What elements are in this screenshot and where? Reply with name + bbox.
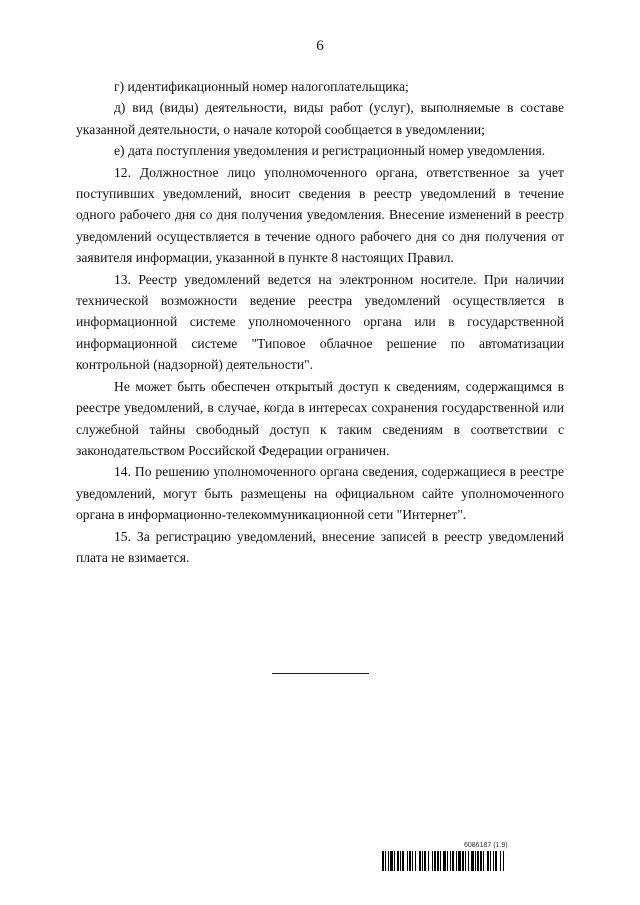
- paragraph-15: 15. За регистрацию уведомлений, внесение записей в реестр уведомлений плата не взимается.: [76, 528, 564, 565]
- paragraph-12: 12. Должностное лицо уполномоченного органа, ответственное за учет поступивших уведомлений, вносит сведения в реестр уведомлений в течение одного рабочего дня со дня получения уведомления. Внесение изменений в реестр уведомлений осуществляется в течение одного рабочего дня со дня получения от заявителя информации, указанной в пункте 8 настоящих Правил.: [76, 164, 564, 266]
- document-code: 6086187 (1.9): [464, 842, 508, 849]
- paragraph-13-continued: Не может быть обеспечен открытый доступ к сведениям, содержащимся в реестре уведомлений, в случае, когда в интересах сохранения государственной или служебной тайны свободный доступ к таким сведениям в соответствии с законодательством Российской Федерации ограничен.: [76, 378, 564, 458]
- page-number: 6: [316, 38, 324, 54]
- paragraph-item-d: д) вид (виды) деятельности, виды работ (услуг), выполняемые в составе указанной деятельности, о начале которой сообщается в уведомлении;: [76, 100, 564, 137]
- end-of-document-rule: [272, 673, 369, 674]
- paragraph-14: 14. По решению уполномоченного органа сведения, содержащиеся в реестре уведомлений, могут быть размещены на официальном сайте уполномоченного органа в информационно-телекоммуникационной сети "Интернет".: [76, 464, 564, 523]
- paragraph-13: 13. Реестр уведомлений ведется на электронном носителе. При наличии технической возможности ведение реестра уведомлений осуществляется в информационной системе уполномоченного органа или в государственной информационной системе "Типовое облачное решение по автоматизации контрольной (надзорной) деятельности".: [76, 271, 564, 373]
- paragraph-item-g: г) идентификационный номер налогоплательщика;: [114, 79, 409, 94]
- paragraph-item-e: е) дата поступления уведомления и регистрационный номер уведомления.: [114, 143, 546, 159]
- barcode-image: [382, 851, 564, 871]
- document-body: [76, 76, 564, 568]
